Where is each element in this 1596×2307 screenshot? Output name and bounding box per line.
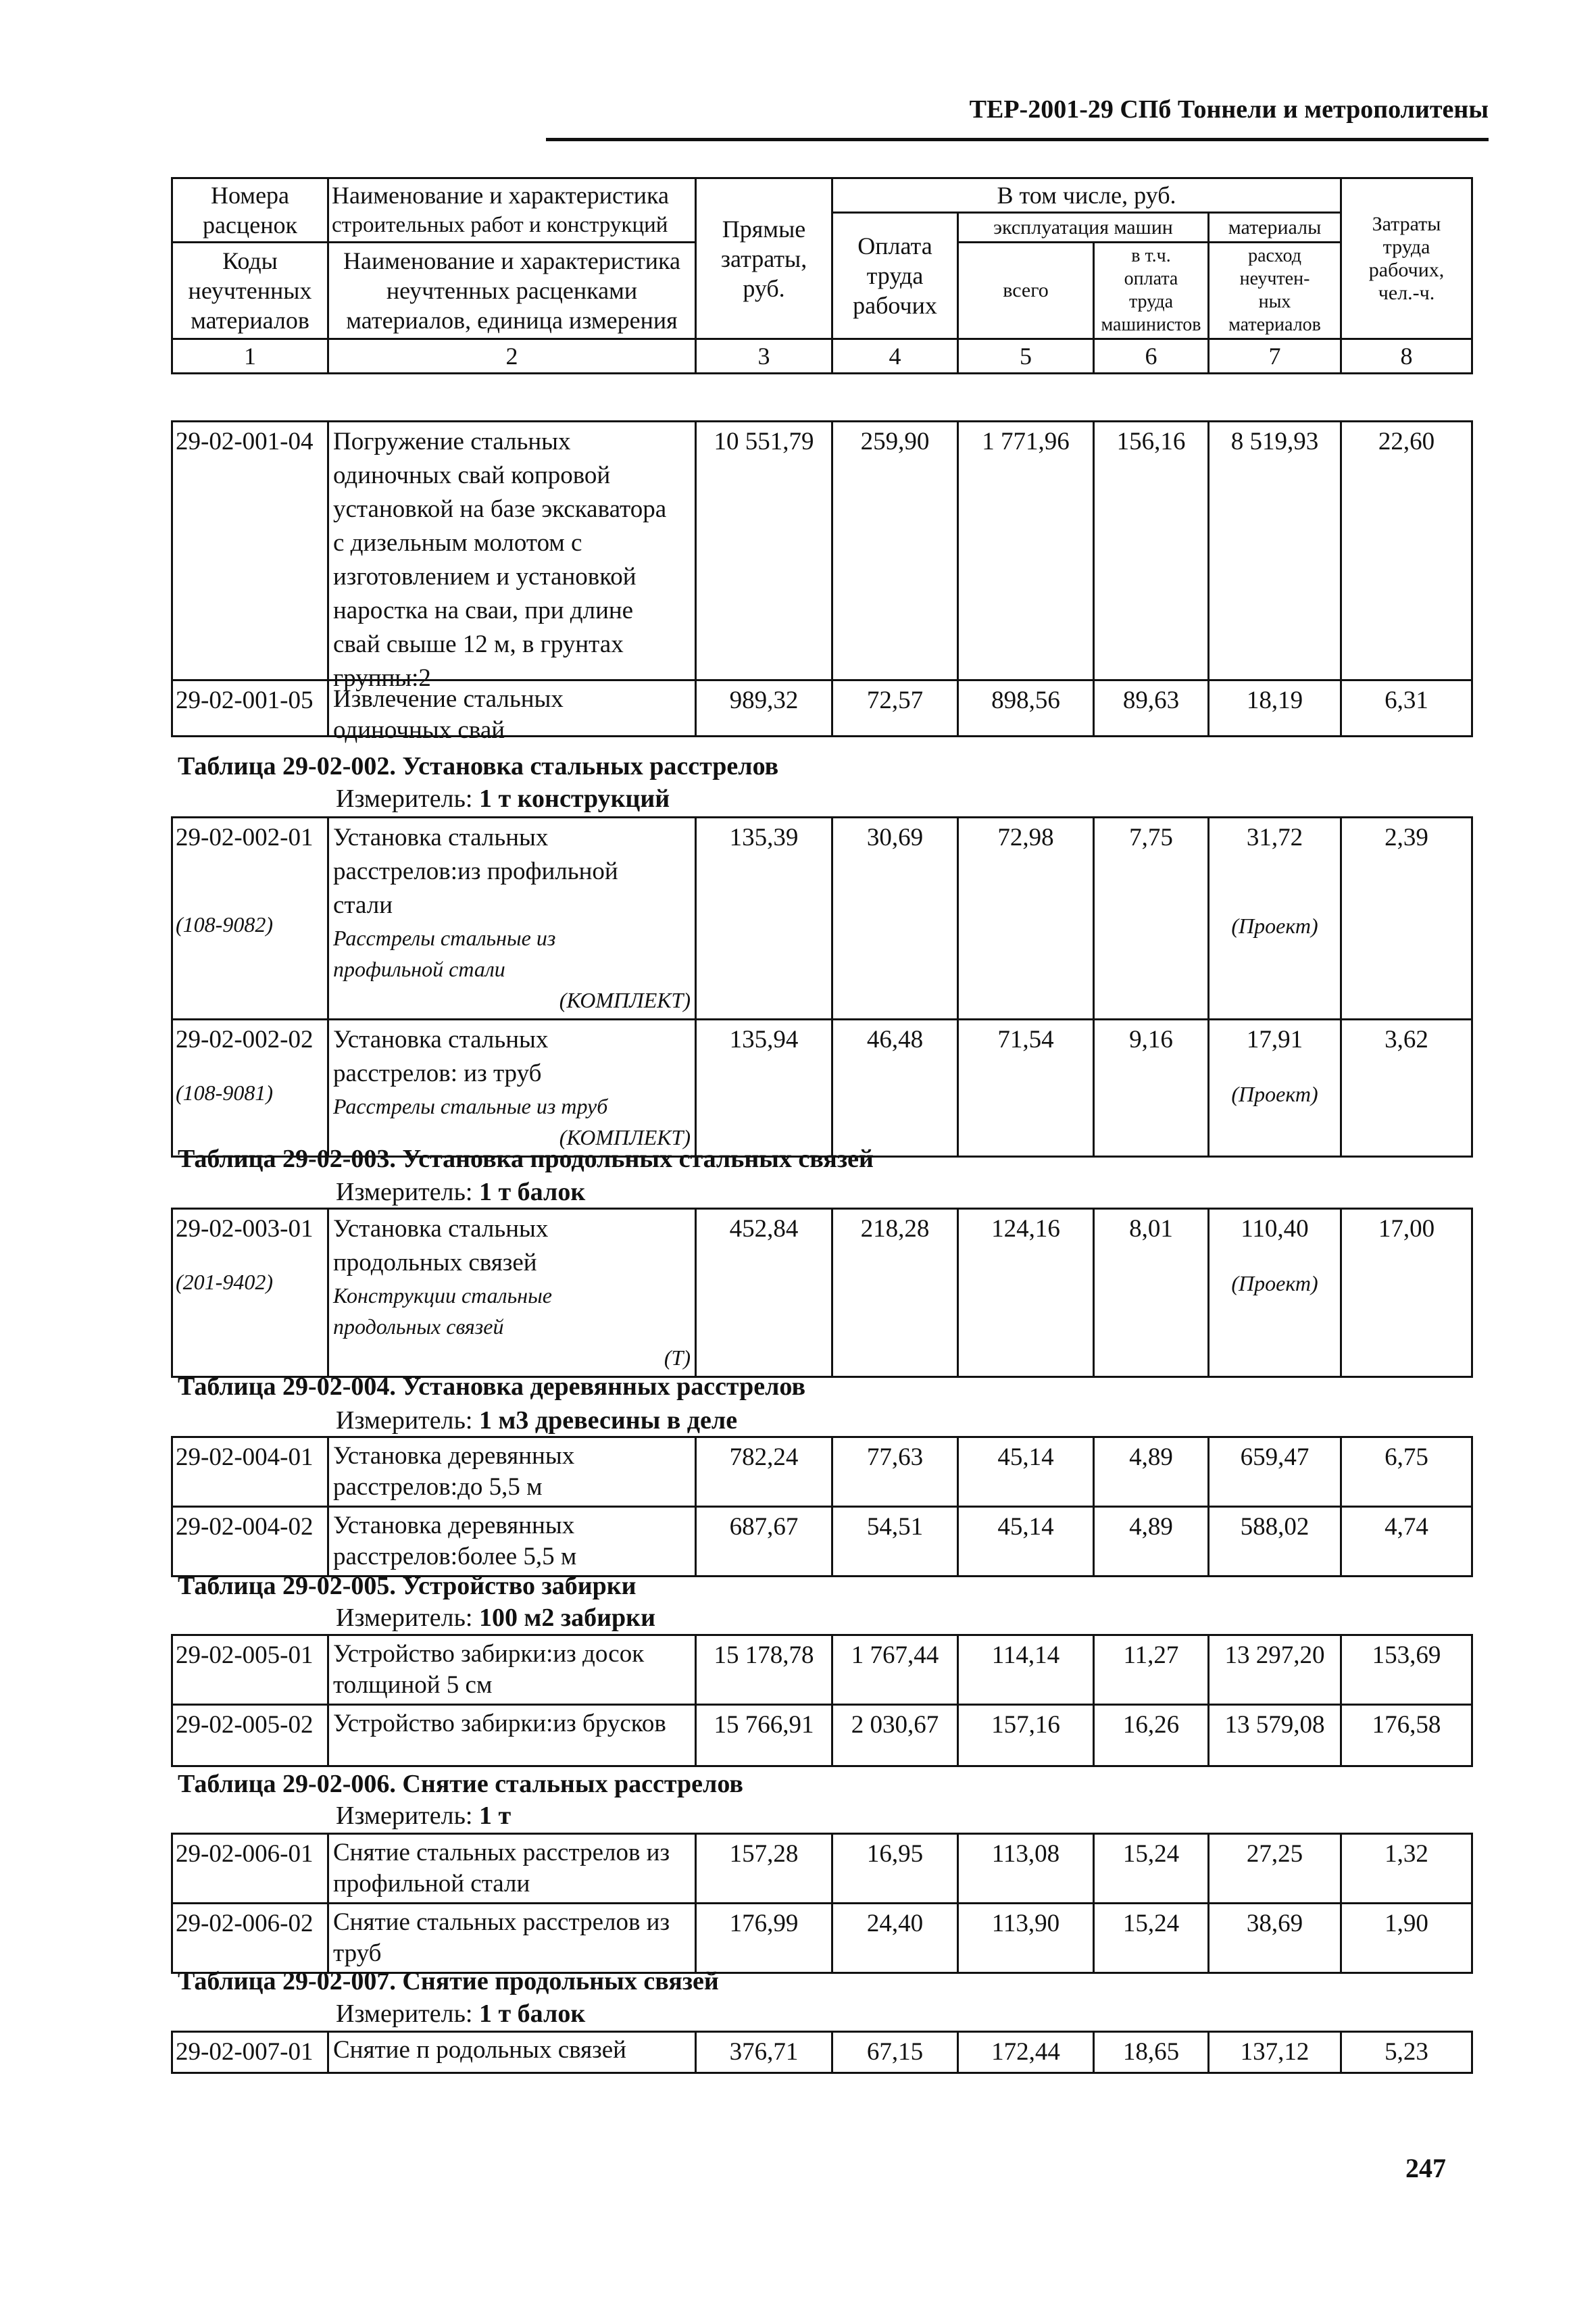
labor-pay: 54,51 [832,1507,958,1577]
labor-pay: 67,15 [832,2032,958,2073]
labor-pay: 46,48 [832,1020,958,1157]
machinists-pay: 7,75 [1094,818,1209,1020]
measure-unit: Измеритель: 100 м2 забирки [336,1604,655,1632]
header-machines: эксплуатация машин [958,213,1209,243]
labor-pay: 16,95 [832,1834,958,1904]
materials: 137,12 [1209,2032,1341,2073]
table-row [172,680,1472,737]
rate-code: 29-02-005-01 [172,1635,328,1705]
table-row [172,1904,1472,1973]
materials: 588,02 [1209,1507,1341,1577]
materials: 13 297,20 [1209,1635,1341,1705]
materials: 8 519,93 [1209,422,1341,680]
table-title: Таблица 29-02-004. Установка деревянных расстрелов [178,1372,805,1401]
direct-costs: 782,24 [696,1437,832,1507]
machines-total: 172,44 [958,2032,1094,2073]
measure-unit: Измеритель: 1 т балок [336,1178,586,1206]
machinists-pay: 8,01 [1094,1209,1209,1377]
table-row [172,1834,1472,1904]
labor-pay: 259,90 [832,422,958,680]
labor-pay: 1 767,44 [832,1635,958,1705]
labor-hours: 6,75 [1341,1437,1472,1507]
measure-unit: Измеритель: 1 т балок [336,2000,586,2028]
table-row [172,1209,1472,1377]
materials: 27,25 [1209,1834,1341,1904]
rate-code: 29-02-002-01 (108-9082) [172,818,328,1020]
machinists-pay: 9,16 [1094,1020,1209,1157]
rates-table-006 [171,1833,1473,1974]
page-number: 247 [1405,2153,1446,2183]
rates-table-003 [171,1208,1473,1378]
labor-pay: 72,57 [832,680,958,737]
direct-costs: 687,67 [696,1507,832,1577]
rate-name: Снятие стальных расстрелов из труб [328,1904,696,1973]
table-row [172,1020,1472,1157]
materials: 18,19 [1209,680,1341,737]
rate-code: 29-02-001-04 [172,422,328,680]
table-title: Таблица 29-02-002. Установка стальных расстрелов [178,752,779,780]
measure-unit: Измеритель: 1 т [336,1802,512,1830]
column-number: 4 [832,339,958,374]
header-materials: материалы [1209,213,1341,243]
machinists-pay: 16,26 [1094,1705,1209,1766]
rate-code: 29-02-005-02 [172,1705,328,1766]
rate-code: 29-02-004-01 [172,1437,328,1507]
rate-code: 29-02-004-02 [172,1507,328,1577]
labor-pay: 24,40 [832,1904,958,1973]
header-c7: расход неучтен- ных материалов [1209,243,1341,339]
labor-pay: 218,28 [832,1209,958,1377]
header-c1-bottom: Коды неучтенных материалов [172,243,328,339]
labor-hours: 3,62 [1341,1020,1472,1157]
header-c4: Оплата труда рабочих [832,213,958,339]
machines-total: 114,14 [958,1635,1094,1705]
column-number: 5 [958,339,1094,374]
table-title: Таблица 29-02-003. Установка продольных стальных связей [178,1145,874,1173]
machinists-pay: 4,89 [1094,1507,1209,1577]
machinists-pay: 89,63 [1094,680,1209,737]
rate-name: Снятие п родольных связей [328,2032,696,2073]
header-c6: в т.ч. оплата труда машинистов [1094,243,1209,339]
machinists-pay: 156,16 [1094,422,1209,680]
rates-table-002 [171,816,1473,1158]
header-c2-bottom: Наименование и характеристика неучтенных расценками материалов, единица измерения [328,243,696,339]
machinists-pay: 15,24 [1094,1834,1209,1904]
machines-total: 45,14 [958,1507,1094,1577]
rate-name: Установка стальных расстрелов: из труб Расстрелы стальные из труб (КОМПЛЕКТ) [328,1020,696,1157]
machines-total: 898,56 [958,680,1094,737]
labor-pay: 2 030,67 [832,1705,958,1766]
direct-costs: 15 766,91 [696,1705,832,1766]
rate-name: Установка деревянных расстрелов:более 5,5 м [328,1507,696,1577]
header-c8: Затраты труда рабочих, чел.-ч. [1341,178,1472,339]
rate-code: 29-02-007-01 [172,2032,328,2073]
labor-hours: 176,58 [1341,1705,1472,1766]
rates-table-004 [171,1436,1473,1577]
machinists-pay: 15,24 [1094,1904,1209,1973]
column-number: 3 [696,339,832,374]
labor-hours: 1,90 [1341,1904,1472,1973]
rate-code: 29-02-002-02 (108-9081) [172,1020,328,1157]
table-row [172,2032,1472,2073]
rate-name: Погружение стальных одиночных свай копровой установкой на базе экскаватора с дизельным молотом с изготовлением и установкой наростка на сваи, при длине свай свыше 12 м, в грунтах группы:2 [328,422,696,680]
rate-code: 29-02-006-02 [172,1904,328,1973]
table-row [172,818,1472,1020]
column-header-table [171,177,1473,374]
table-row [172,1635,1472,1705]
column-number: 1 [172,339,328,374]
measure-unit: Измеритель: 1 т конструкций [336,785,670,813]
machinists-pay: 4,89 [1094,1437,1209,1507]
machines-total: 124,16 [958,1209,1094,1377]
direct-costs: 15 178,78 [696,1635,832,1705]
header-c5: всего [958,243,1094,339]
rate-name: Снятие стальных расстрелов из профильной стали [328,1834,696,1904]
machines-total: 71,54 [958,1020,1094,1157]
labor-hours: 6,31 [1341,680,1472,737]
direct-costs: 157,28 [696,1834,832,1904]
rate-name: Установка стальных продольных связей Конструкции стальные продольных связей (Т) [328,1209,696,1377]
header-c2-top: Наименование и характеристика строительных работ и конструкций [328,178,696,243]
rates-table-005 [171,1634,1473,1767]
labor-hours: 22,60 [1341,422,1472,680]
machines-total: 45,14 [958,1437,1094,1507]
direct-costs: 135,39 [696,818,832,1020]
labor-hours: 17,00 [1341,1209,1472,1377]
machinists-pay: 11,27 [1094,1635,1209,1705]
table-row [172,422,1472,680]
measure-unit: Измеритель: 1 м3 древесины в деле [336,1406,738,1435]
labor-pay: 30,69 [832,818,958,1020]
column-number: 6 [1094,339,1209,374]
direct-costs: 376,71 [696,2032,832,2073]
rate-code: 29-02-001-05 [172,680,328,737]
rate-name: Устройство забирки:из брусков [328,1705,696,1766]
direct-costs: 135,94 [696,1020,832,1157]
table-title: Таблица 29-02-007. Снятие продольных связей [178,1967,719,1995]
rate-code: 29-02-003-01 (201-9402) [172,1209,328,1377]
machines-total: 113,08 [958,1834,1094,1904]
direct-costs: 452,84 [696,1209,832,1377]
running-header: ТЕР-2001-29 СПб Тоннели и метрополитены [969,95,1489,124]
materials: 13 579,08 [1209,1705,1341,1766]
machines-total: 1 771,96 [958,422,1094,680]
labor-pay: 77,63 [832,1437,958,1507]
header-rule [546,138,1489,141]
labor-hours: 4,74 [1341,1507,1472,1577]
machinists-pay: 18,65 [1094,2032,1209,2073]
table-title: Таблица 29-02-005. Устройство забирки [178,1572,637,1600]
direct-costs: 10 551,79 [696,422,832,680]
header-group: В том числе, руб. [832,178,1341,213]
materials: 38,69 [1209,1904,1341,1973]
machines-total: 157,16 [958,1705,1094,1766]
column-number: 8 [1341,339,1472,374]
materials: 17,91 (Проект) [1209,1020,1341,1157]
table-row [172,1437,1472,1507]
materials: 110,40 (Проект) [1209,1209,1341,1377]
column-number: 7 [1209,339,1341,374]
table-row [172,1705,1472,1766]
rate-name: Извлечение стальных одиночных свай [328,680,696,737]
rates-table-007 [171,2031,1473,2074]
machines-total: 113,90 [958,1904,1094,1973]
direct-costs: 989,32 [696,680,832,737]
table-row [172,1507,1472,1577]
materials: 31,72 (Проект) [1209,818,1341,1020]
labor-hours: 2,39 [1341,818,1472,1020]
machines-total: 72,98 [958,818,1094,1020]
labor-hours: 153,69 [1341,1635,1472,1705]
labor-hours: 1,32 [1341,1834,1472,1904]
rate-name: Установка деревянных расстрелов:до 5,5 м [328,1437,696,1507]
rate-code: 29-02-006-01 [172,1834,328,1904]
table-title: Таблица 29-02-006. Снятие стальных расстрелов [178,1770,743,1798]
direct-costs: 176,99 [696,1904,832,1973]
rate-name: Устройство забирки:из досок толщиной 5 см [328,1635,696,1705]
header-c3: Прямые затраты, руб. [696,178,832,339]
rate-name: Установка стальных расстрелов:из профильной стали Расстрелы стальные из профильной стали (КОМПЛЕКТ) [328,818,696,1020]
rates-table-001 [171,420,1473,744]
column-number: 2 [328,339,696,374]
header-c1-top: Номера расценок [172,178,328,243]
labor-hours: 5,23 [1341,2032,1472,2073]
materials: 659,47 [1209,1437,1341,1507]
